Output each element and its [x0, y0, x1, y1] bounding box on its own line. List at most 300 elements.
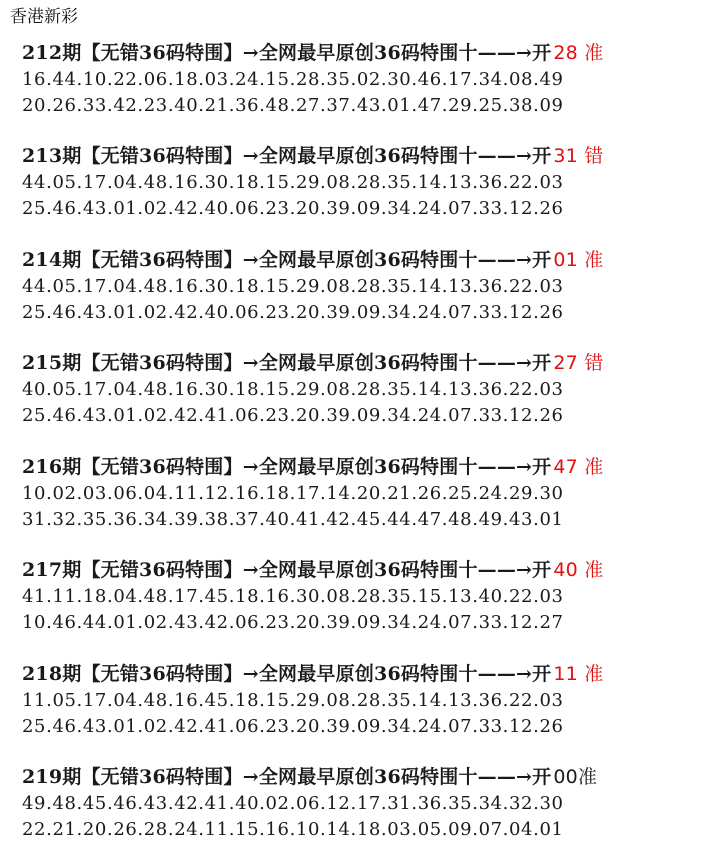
- number-item: 14: [417, 379, 442, 400]
- number-separator: .: [533, 172, 540, 193]
- number-separator: .: [228, 482, 236, 504]
- number-separator: .: [167, 508, 175, 530]
- number-item: 11: [52, 586, 77, 607]
- number-item: 14: [326, 482, 351, 504]
- number-separator: .: [320, 482, 327, 504]
- number-item: 06: [235, 612, 260, 633]
- number-separator: .: [380, 715, 388, 737]
- number-separator: .: [137, 198, 144, 219]
- number-separator: .: [106, 68, 114, 90]
- number-item: 10: [82, 68, 107, 90]
- number-item: 06: [235, 301, 260, 323]
- number-separator: .: [320, 612, 327, 633]
- number-separator: .: [502, 275, 509, 297]
- number-separator: .: [533, 94, 540, 116]
- number-separator: .: [106, 275, 114, 297]
- number-separator: .: [533, 793, 540, 814]
- number-separator: .: [259, 198, 266, 219]
- number-item: 40: [22, 379, 47, 400]
- number-item: 20: [295, 405, 321, 426]
- number-item: 35: [82, 508, 107, 530]
- number-item: 10: [22, 612, 47, 633]
- number-item: 03: [539, 586, 564, 607]
- number-item: 27: [539, 612, 564, 633]
- number-item: 12: [509, 405, 534, 426]
- number-item: 31: [22, 508, 47, 530]
- number-item: 03: [204, 68, 229, 90]
- number-separator: .: [380, 508, 388, 530]
- number-item: 30: [387, 68, 412, 90]
- number-separator: .: [46, 198, 53, 219]
- number-item: 41: [204, 715, 229, 737]
- number-row: [22, 170, 702, 196]
- number-separator: .: [502, 405, 509, 426]
- number-separator: .: [46, 379, 53, 400]
- number-item: 44: [52, 68, 77, 90]
- number-item: 30: [539, 482, 564, 504]
- number-item: 06: [113, 482, 138, 504]
- number-separator: .: [441, 586, 449, 607]
- number-item: 24: [174, 819, 199, 840]
- number-separator: .: [46, 301, 53, 323]
- number-separator: .: [167, 94, 175, 116]
- number-separator: .: [198, 172, 205, 193]
- number-item: 20: [22, 94, 47, 116]
- number-item: 38: [204, 508, 229, 530]
- number-item: 02: [356, 68, 381, 90]
- number-separator: .: [380, 612, 388, 633]
- period-label: 212期【无错36码特围】→全网最早原创36码特围十——→开: [22, 41, 552, 64]
- number-separator: .: [320, 508, 327, 530]
- number-item: 01: [113, 198, 138, 219]
- number-item: 23: [265, 405, 290, 426]
- number-item: 39: [326, 612, 351, 633]
- number-item: 44: [387, 508, 412, 530]
- number-item: 36: [478, 379, 503, 400]
- number-item: 15: [265, 689, 290, 711]
- number-item: 16: [265, 586, 290, 607]
- number-separator: .: [137, 793, 144, 814]
- number-item: 14: [417, 275, 442, 297]
- number-item: 17: [356, 793, 381, 814]
- number-item: 16: [235, 482, 260, 504]
- number-item: 26: [539, 715, 564, 737]
- number-item: 20: [356, 482, 381, 504]
- number-row: [22, 713, 702, 739]
- number-item: 26: [539, 405, 564, 426]
- number-separator: .: [106, 94, 114, 116]
- number-item: 21: [52, 819, 77, 840]
- number-item: 47: [417, 94, 442, 116]
- number-item: 14: [326, 819, 351, 840]
- number-item: 28: [356, 379, 381, 400]
- number-item: 30: [539, 793, 564, 814]
- number-separator: .: [441, 715, 449, 737]
- number-item: 15: [417, 586, 442, 607]
- number-item: 02: [143, 715, 168, 737]
- period-result: 47 准: [553, 455, 604, 478]
- number-separator: .: [198, 612, 205, 633]
- number-item: 34: [387, 715, 412, 737]
- number-separator: .: [167, 715, 175, 737]
- number-item: 06: [295, 793, 321, 814]
- number-item: 18: [235, 689, 260, 711]
- number-separator: .: [106, 689, 114, 711]
- number-item: 23: [265, 301, 290, 323]
- number-item: 15: [265, 379, 290, 400]
- number-separator: .: [411, 689, 418, 711]
- number-item: 26: [539, 301, 564, 323]
- number-separator: .: [411, 68, 418, 90]
- number-separator: .: [198, 275, 205, 297]
- number-item: 43: [143, 793, 168, 814]
- number-separator: .: [259, 482, 266, 504]
- number-separator: .: [228, 405, 236, 426]
- number-separator: .: [320, 689, 327, 711]
- number-item: 07: [448, 301, 473, 323]
- number-item: 01: [113, 715, 138, 737]
- number-item: 14: [417, 172, 442, 193]
- number-item: 41: [295, 508, 321, 530]
- number-item: 40: [204, 301, 229, 323]
- number-item: 04: [113, 586, 138, 607]
- number-separator: .: [533, 715, 540, 737]
- number-separator: .: [259, 586, 266, 607]
- number-row: [22, 66, 702, 92]
- number-item: 07: [448, 612, 473, 633]
- number-item: 40: [235, 793, 260, 814]
- period-result: 11 准: [553, 662, 604, 685]
- number-row: [22, 817, 702, 843]
- number-separator: .: [441, 301, 449, 323]
- number-item: 17: [295, 482, 321, 504]
- number-separator: .: [289, 405, 296, 426]
- number-item: 15: [265, 172, 290, 193]
- number-item: 35: [326, 68, 351, 90]
- number-separator: .: [320, 715, 327, 737]
- number-separator: .: [350, 94, 357, 116]
- number-separator: .: [167, 793, 175, 814]
- number-item: 41: [204, 405, 229, 426]
- number-separator: .: [502, 819, 509, 840]
- number-separator: .: [228, 301, 236, 323]
- number-separator: .: [411, 819, 418, 840]
- number-separator: .: [167, 819, 175, 840]
- number-separator: .: [259, 94, 266, 116]
- number-separator: .: [228, 612, 236, 633]
- number-item: 05: [52, 689, 77, 711]
- number-item: 02: [52, 482, 77, 504]
- number-item: 29: [448, 94, 473, 116]
- number-item: 12: [509, 715, 534, 737]
- number-item: 34: [387, 301, 412, 323]
- number-separator: .: [106, 586, 114, 607]
- number-item: 05: [52, 379, 77, 400]
- number-separator: .: [228, 586, 236, 607]
- number-row: [22, 506, 702, 532]
- number-separator: .: [380, 819, 388, 840]
- number-item: 09: [356, 715, 381, 737]
- number-row: [22, 403, 702, 429]
- number-item: 09: [356, 612, 381, 633]
- number-separator: .: [289, 689, 296, 711]
- number-separator: .: [472, 819, 479, 840]
- number-separator: .: [167, 612, 175, 633]
- number-item: 06: [235, 198, 260, 219]
- number-separator: .: [167, 405, 175, 426]
- number-item: 17: [174, 586, 199, 607]
- number-item: 36: [478, 689, 503, 711]
- number-separator: .: [198, 715, 205, 737]
- number-item: 28: [143, 819, 168, 840]
- number-item: 11: [174, 482, 199, 504]
- number-separator: .: [411, 793, 418, 814]
- number-separator: .: [350, 379, 357, 400]
- number-separator: .: [106, 508, 114, 530]
- number-item: 35: [387, 275, 412, 297]
- number-item: 01: [113, 612, 138, 633]
- number-item: 13: [448, 689, 473, 711]
- number-separator: .: [76, 612, 83, 633]
- number-item: 48: [143, 275, 168, 297]
- number-separator: .: [76, 94, 83, 116]
- number-item: 01: [113, 301, 138, 323]
- number-item: 28: [356, 275, 381, 297]
- period-label: 217期【无错36码特围】→全网最早原创36码特围十——→开: [22, 559, 552, 581]
- number-separator: .: [502, 94, 509, 116]
- period-header: [22, 657, 702, 687]
- number-item: 04: [113, 379, 138, 400]
- number-item: 04: [509, 819, 534, 840]
- number-separator: .: [380, 301, 388, 323]
- number-separator: .: [289, 172, 296, 193]
- number-item: 25: [22, 715, 47, 737]
- number-separator: .: [411, 172, 418, 193]
- number-item: 42: [174, 715, 199, 737]
- number-separator: .: [228, 68, 236, 90]
- period-label: 218期【无错36码特围】→全网最早原创36码特围十——→开: [22, 662, 552, 685]
- number-item: 28: [356, 586, 381, 607]
- number-item: 09: [356, 405, 381, 426]
- number-separator: .: [167, 301, 175, 323]
- number-separator: .: [228, 793, 236, 814]
- number-separator: .: [76, 172, 83, 193]
- number-separator: .: [198, 198, 205, 219]
- number-separator: .: [259, 715, 266, 737]
- period-block: [22, 347, 702, 429]
- number-item: 43: [82, 198, 107, 219]
- number-separator: .: [259, 275, 266, 297]
- number-separator: .: [167, 172, 175, 193]
- number-separator: .: [472, 405, 479, 426]
- period-header: [22, 140, 702, 170]
- number-separator: .: [320, 68, 327, 90]
- number-separator: .: [46, 68, 53, 90]
- number-separator: .: [533, 68, 540, 90]
- number-separator: .: [502, 715, 509, 737]
- number-item: 28: [295, 68, 321, 90]
- number-item: 27: [295, 94, 321, 116]
- number-separator: .: [76, 689, 83, 711]
- number-separator: .: [228, 172, 236, 193]
- number-separator: .: [533, 819, 540, 840]
- number-item: 31: [387, 793, 412, 814]
- period-block: [22, 761, 702, 843]
- period-result: 31 错: [553, 145, 604, 167]
- number-item: 29: [295, 689, 321, 711]
- number-item: 25: [22, 405, 47, 426]
- number-item: 35: [387, 172, 412, 193]
- number-separator: .: [76, 379, 83, 400]
- number-item: 12: [509, 301, 534, 323]
- number-item: 44: [82, 612, 107, 633]
- number-separator: .: [380, 689, 388, 711]
- number-item: 10: [295, 819, 321, 840]
- number-item: 04: [143, 482, 168, 504]
- number-separator: .: [198, 819, 205, 840]
- number-item: 25: [448, 482, 473, 504]
- number-item: 05: [52, 275, 77, 297]
- number-item: 10: [22, 482, 47, 504]
- number-item: 11: [22, 689, 47, 711]
- number-separator: .: [320, 793, 327, 814]
- number-item: 43: [174, 612, 199, 633]
- number-separator: .: [167, 586, 175, 607]
- number-item: 06: [235, 715, 260, 737]
- number-item: 20: [82, 819, 107, 840]
- number-separator: .: [411, 379, 418, 400]
- number-item: 05: [52, 172, 77, 193]
- number-item: 39: [326, 198, 351, 219]
- number-separator: .: [76, 275, 83, 297]
- number-item: 22: [509, 172, 534, 193]
- number-item: 01: [387, 94, 412, 116]
- number-separator: .: [380, 379, 388, 400]
- number-separator: .: [320, 198, 327, 219]
- number-separator: .: [533, 379, 540, 400]
- number-separator: .: [137, 301, 144, 323]
- number-separator: .: [46, 689, 53, 711]
- number-item: 36: [113, 508, 138, 530]
- number-separator: .: [320, 405, 327, 426]
- number-item: 03: [539, 172, 564, 193]
- number-separator: .: [380, 793, 388, 814]
- number-item: 47: [417, 508, 442, 530]
- number-separator: .: [46, 172, 53, 193]
- number-separator: .: [259, 301, 266, 323]
- number-separator: .: [228, 94, 236, 116]
- number-item: 22: [509, 586, 534, 607]
- number-item: 38: [509, 94, 534, 116]
- number-separator: .: [350, 689, 357, 711]
- number-item: 48: [52, 793, 77, 814]
- number-separator: .: [350, 68, 357, 90]
- period-result: 01 准: [553, 248, 604, 271]
- number-item: 45: [82, 793, 107, 814]
- number-item: 48: [143, 689, 168, 711]
- period-result: 27 错: [553, 352, 604, 374]
- number-item: 34: [387, 405, 412, 426]
- number-separator: .: [259, 68, 266, 90]
- number-separator: .: [76, 508, 83, 530]
- number-separator: .: [472, 586, 479, 607]
- number-separator: .: [502, 379, 509, 400]
- number-item: 24: [417, 301, 442, 323]
- number-item: 28: [356, 689, 381, 711]
- number-separator: .: [441, 405, 449, 426]
- number-item: 46: [113, 793, 138, 814]
- period-block: [22, 450, 702, 532]
- period-header: [22, 450, 702, 480]
- number-separator: .: [259, 612, 266, 633]
- number-separator: .: [472, 198, 479, 219]
- number-item: 30: [295, 586, 321, 607]
- number-item: 08: [326, 275, 351, 297]
- period-block: [22, 243, 702, 325]
- number-item: 33: [478, 198, 503, 219]
- number-separator: .: [411, 301, 418, 323]
- number-item: 49: [22, 793, 47, 814]
- number-item: 34: [387, 198, 412, 219]
- number-separator: .: [411, 198, 418, 219]
- number-separator: .: [76, 793, 83, 814]
- number-separator: .: [198, 793, 205, 814]
- number-separator: .: [167, 689, 175, 711]
- number-item: 16: [174, 172, 199, 193]
- number-separator: .: [76, 482, 83, 504]
- number-separator: .: [137, 172, 144, 193]
- number-item: 20: [295, 612, 321, 633]
- number-item: 48: [143, 586, 168, 607]
- number-separator: .: [167, 198, 175, 219]
- number-item: 46: [417, 68, 442, 90]
- number-separator: .: [289, 819, 296, 840]
- number-item: 42: [174, 198, 199, 219]
- period-header: [22, 554, 702, 584]
- number-separator: .: [350, 405, 357, 426]
- number-item: 42: [174, 793, 199, 814]
- number-item: 08: [509, 68, 534, 90]
- number-item: 07: [448, 715, 473, 737]
- number-item: 02: [143, 405, 168, 426]
- number-item: 49: [539, 68, 564, 90]
- number-item: 04: [113, 689, 138, 711]
- number-row: [22, 273, 702, 299]
- number-item: 12: [509, 612, 534, 633]
- number-item: 46: [52, 715, 77, 737]
- number-row: [22, 584, 702, 610]
- number-separator: .: [441, 172, 449, 193]
- number-item: 25: [22, 301, 47, 323]
- number-item: 33: [478, 301, 503, 323]
- number-item: 22: [509, 379, 534, 400]
- number-item: 26: [539, 198, 564, 219]
- number-item: 46: [52, 612, 77, 633]
- number-item: 36: [235, 94, 260, 116]
- number-item: 34: [478, 68, 503, 90]
- number-item: 15: [235, 819, 260, 840]
- number-separator: .: [320, 301, 327, 323]
- number-separator: .: [198, 689, 205, 711]
- number-separator: .: [228, 689, 236, 711]
- number-item: 33: [478, 715, 503, 737]
- number-item: 24: [417, 198, 442, 219]
- number-item: 17: [82, 172, 107, 193]
- number-separator: .: [106, 715, 114, 737]
- number-row: [22, 196, 702, 222]
- number-item: 23: [265, 715, 290, 737]
- number-item: 07: [478, 819, 503, 840]
